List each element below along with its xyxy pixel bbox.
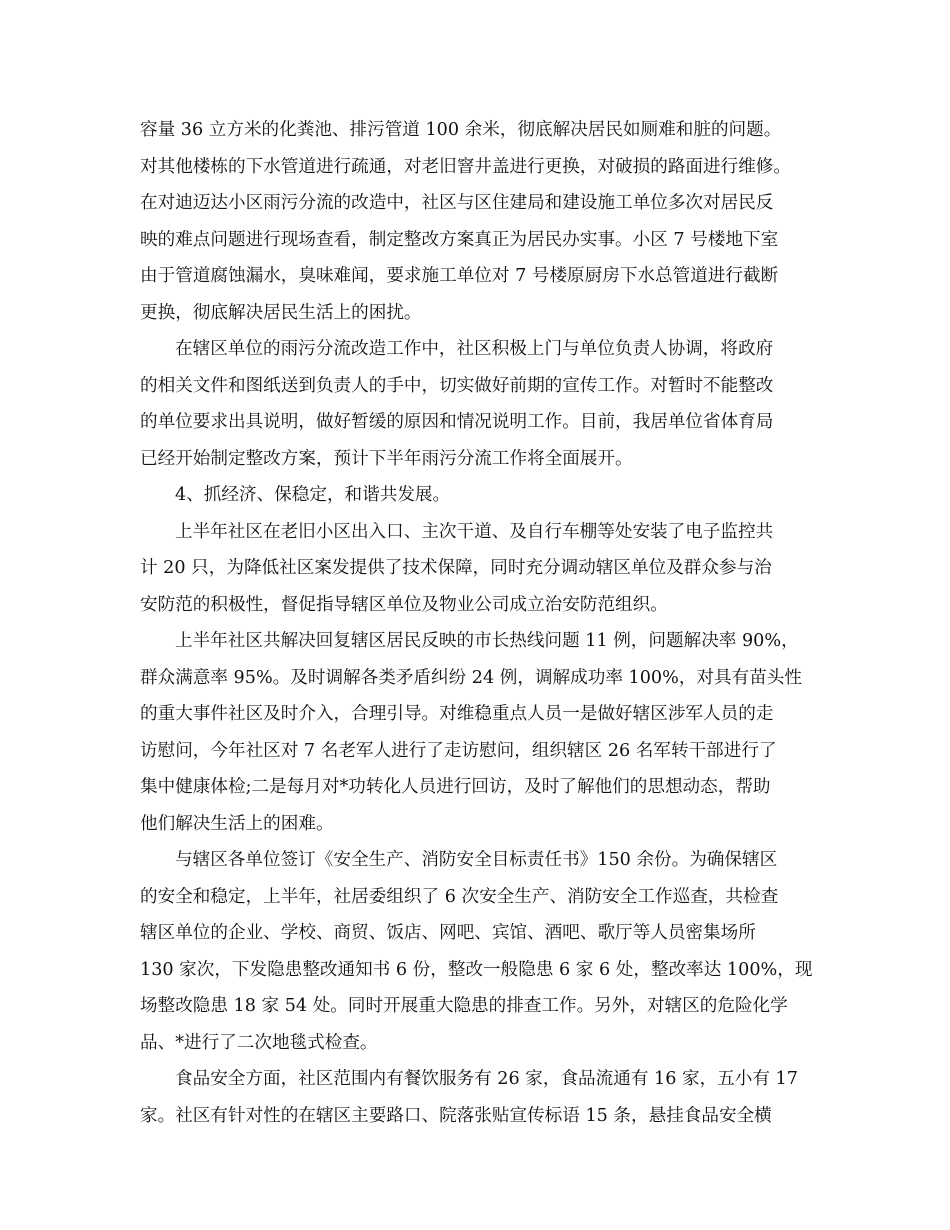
text-line: 家。社区有针对性的在辖区主要路口、院落张贴宣传标语 15 条，悬挂食品安全横: [140, 1105, 772, 1126]
text-line: 更换，彻底解决居民生活上的困扰。: [140, 302, 422, 323]
text-line: 访慰问，今年社区对 7 名老军人进行了走访慰问，组织辖区 26 名军转干部进行了: [140, 740, 777, 761]
text-line: 上半年社区共解决回复辖区居民反映的市长热线问题 11 例，问题解决率 90%，: [175, 631, 799, 651]
paragraph-safety-inspection: [140, 842, 813, 1061]
text-line: 已经开始制定整改方案，预计下半年雨污分流工作将全面展开。: [140, 448, 633, 469]
paragraph-surveillance: [140, 514, 810, 624]
text-line: 他们解决生活上的困难。: [140, 813, 334, 834]
text-line: 在辖区单位的雨污分流改造工作中，社区积极上门与单位负责人协调，将政府: [175, 339, 774, 359]
paragraph-septic-renovation: [140, 112, 810, 331]
text-line: 品、*进行了二次地毯式检查。: [140, 1032, 378, 1053]
paragraph-rain-sewage-separation: [140, 331, 810, 477]
text-line: 上半年社区在老旧小区出入口、主次干道、及自行车棚等处安装了电子监控共: [175, 521, 774, 542]
section-heading-text: 4、抓经济、保稳定，和谐共发展。: [175, 485, 451, 505]
text-line: 的相关文件和图纸送到负责人的手中，切实做好前期的宣传工作。对暂时不能整改: [140, 375, 774, 396]
text-line: 安防范的积极性，督促指导辖区单位及物业公司成立治安防范组织。: [140, 594, 668, 615]
document-body: [140, 112, 813, 1134]
text-line: 的重大事件社区及时介入，合理引导。对维稳重点人员一是做好辖区涉军人员的走: [140, 704, 774, 724]
paragraph-hotline-mediation: [140, 623, 810, 842]
text-line: 辖区单位的企业、学校、商贸、饭店、网吧、宾馆、酒吧、歌厅等人员密集场所: [140, 923, 756, 943]
text-line: 在对迪迈达小区雨污分流的改造中，社区与区住建局和建设施工单位多次对居民反: [140, 193, 774, 213]
text-line: 对其他楼栋的下水管道进行疏通，对老旧窨井盖进行更换，对破损的路面进行维修。: [140, 156, 791, 177]
text-line: 计 20 只，为降低社区案发提供了技术保障，同时充分调动辖区单位及群众参与治: [140, 558, 772, 578]
text-line: 场整改隐患 18 家 54 处。同时开展重大隐患的排查工作。另外，对辖区的危险化学: [140, 996, 788, 1016]
text-line: 130 家次，下发隐患整改通知书 6 份，整改一般隐患 6 家 6 处，整改率达 100%，现: [140, 959, 813, 980]
text-line: 的安全和稳定，上半年，社居委组织了 6 次安全生产、消防安全工作巡查，共检查: [140, 886, 779, 907]
text-line: 容量 36 立方米的化粪池、排污管道 100 余米，彻底解决居民如厕难和脏的问题。: [140, 120, 782, 140]
paragraph-food-safety: [140, 1061, 810, 1134]
text-line: 食品安全方面，社区范围内有餐饮服务有 26 家，食品流通有 16 家，五小有 17: [175, 1069, 798, 1089]
text-line: 群众满意率 95%。及时调解各类矛盾纠纷 24 例，调解成功率 100%，对具有苗头性: [140, 667, 802, 688]
text-line: 集中健康体检;二是每月对*功转化人员进行回访，及时了解他们的思想动态，帮助: [140, 777, 771, 797]
section-heading: [140, 477, 810, 514]
text-line: 与辖区各单位签订《安全生产、消防安全目标责任书》150 余份。为确保辖区: [175, 850, 778, 870]
text-line: 由于管道腐蚀漏水，臭味难闻，要求施工单位对 7 号楼原厨房下水总管道进行截断: [140, 266, 779, 286]
text-line: 的单位要求出具说明，做好暂缓的原因和情况说明工作。目前，我居单位省体育局: [140, 412, 774, 432]
text-line: 映的难点问题进行现场查看，制定整改方案真正为居民办实事。小区 7 号楼地下室: [140, 229, 779, 250]
